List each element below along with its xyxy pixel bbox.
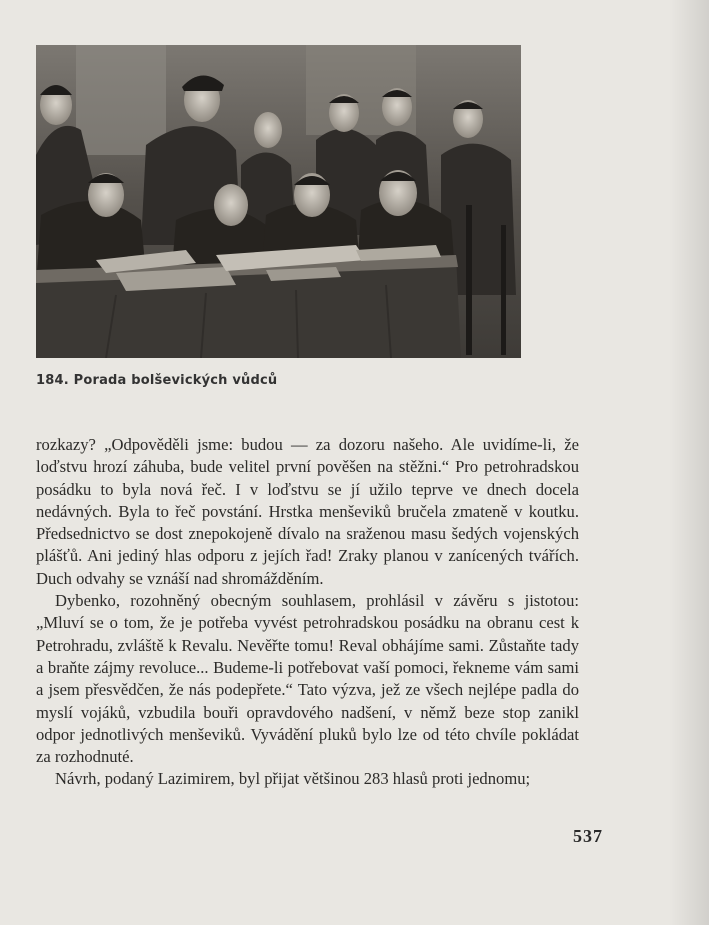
historical-photo xyxy=(36,45,521,358)
caption-text: Porada bolševických vůdců xyxy=(73,373,278,388)
paragraph: rozkazy? „Odpověděli jsme: budou — za dozoru našeho. Ale uvidíme-li, že loďstvu hrozí záhuba, bude velitel první pověšen na stěžni.“ Pro petrohradskou posádku to byla nová řeč. I v loďstvu se jí užilo teprve ve dnech docela nedávných. Byla to řeč povstání. Hrstka menševiků bručela zmateně v koutku. Předsednictvo se dost znepokojeně dívalo na sraženou masu šedých vojenských plášťů. Ani jediný hlas odporu z jejích řad! Zraky planou v zanícených tvářích. Duch odvahy se vznáší nad shromážděním. xyxy=(36,435,579,588)
caption-number: 184. xyxy=(36,373,69,388)
paragraph: Návrh, podaný Lazimirem, byl přijat většinou 283 hlasů proti jednomu; xyxy=(55,769,531,789)
page-number: 537 xyxy=(573,826,603,846)
page-edge-shadow xyxy=(669,0,709,925)
article-body xyxy=(36,434,579,791)
group-photo-icon xyxy=(36,45,521,358)
photo-caption xyxy=(36,373,516,388)
paragraph: Dybenko, rozohněný obecným souhlasem, prohlásil v závěru s jistotou: „Mluví se o tom, že je potřeba vyvést petrohradskou posádku na obranu cest k Petrohradu, zvláště k Revalu. Nevěřte tomu! Reval obhájíme sami. Zůstaňte tady a braňte zájmy revoluce... Budeme-li potřebovat vaší pomoci, řekneme vám sami a jsem přesvědčen, že nás podepřete.“ Tato výzva, jež ze všech nejlépe padla do myslí vojáků, vzbudila bouři opravdového nadšení, v němž beze stop zanikl odpor jednotlivých menševiků. Vyvádění pluků bylo lze od této chvíle pokládat za rozhodnuté. xyxy=(36,591,579,767)
